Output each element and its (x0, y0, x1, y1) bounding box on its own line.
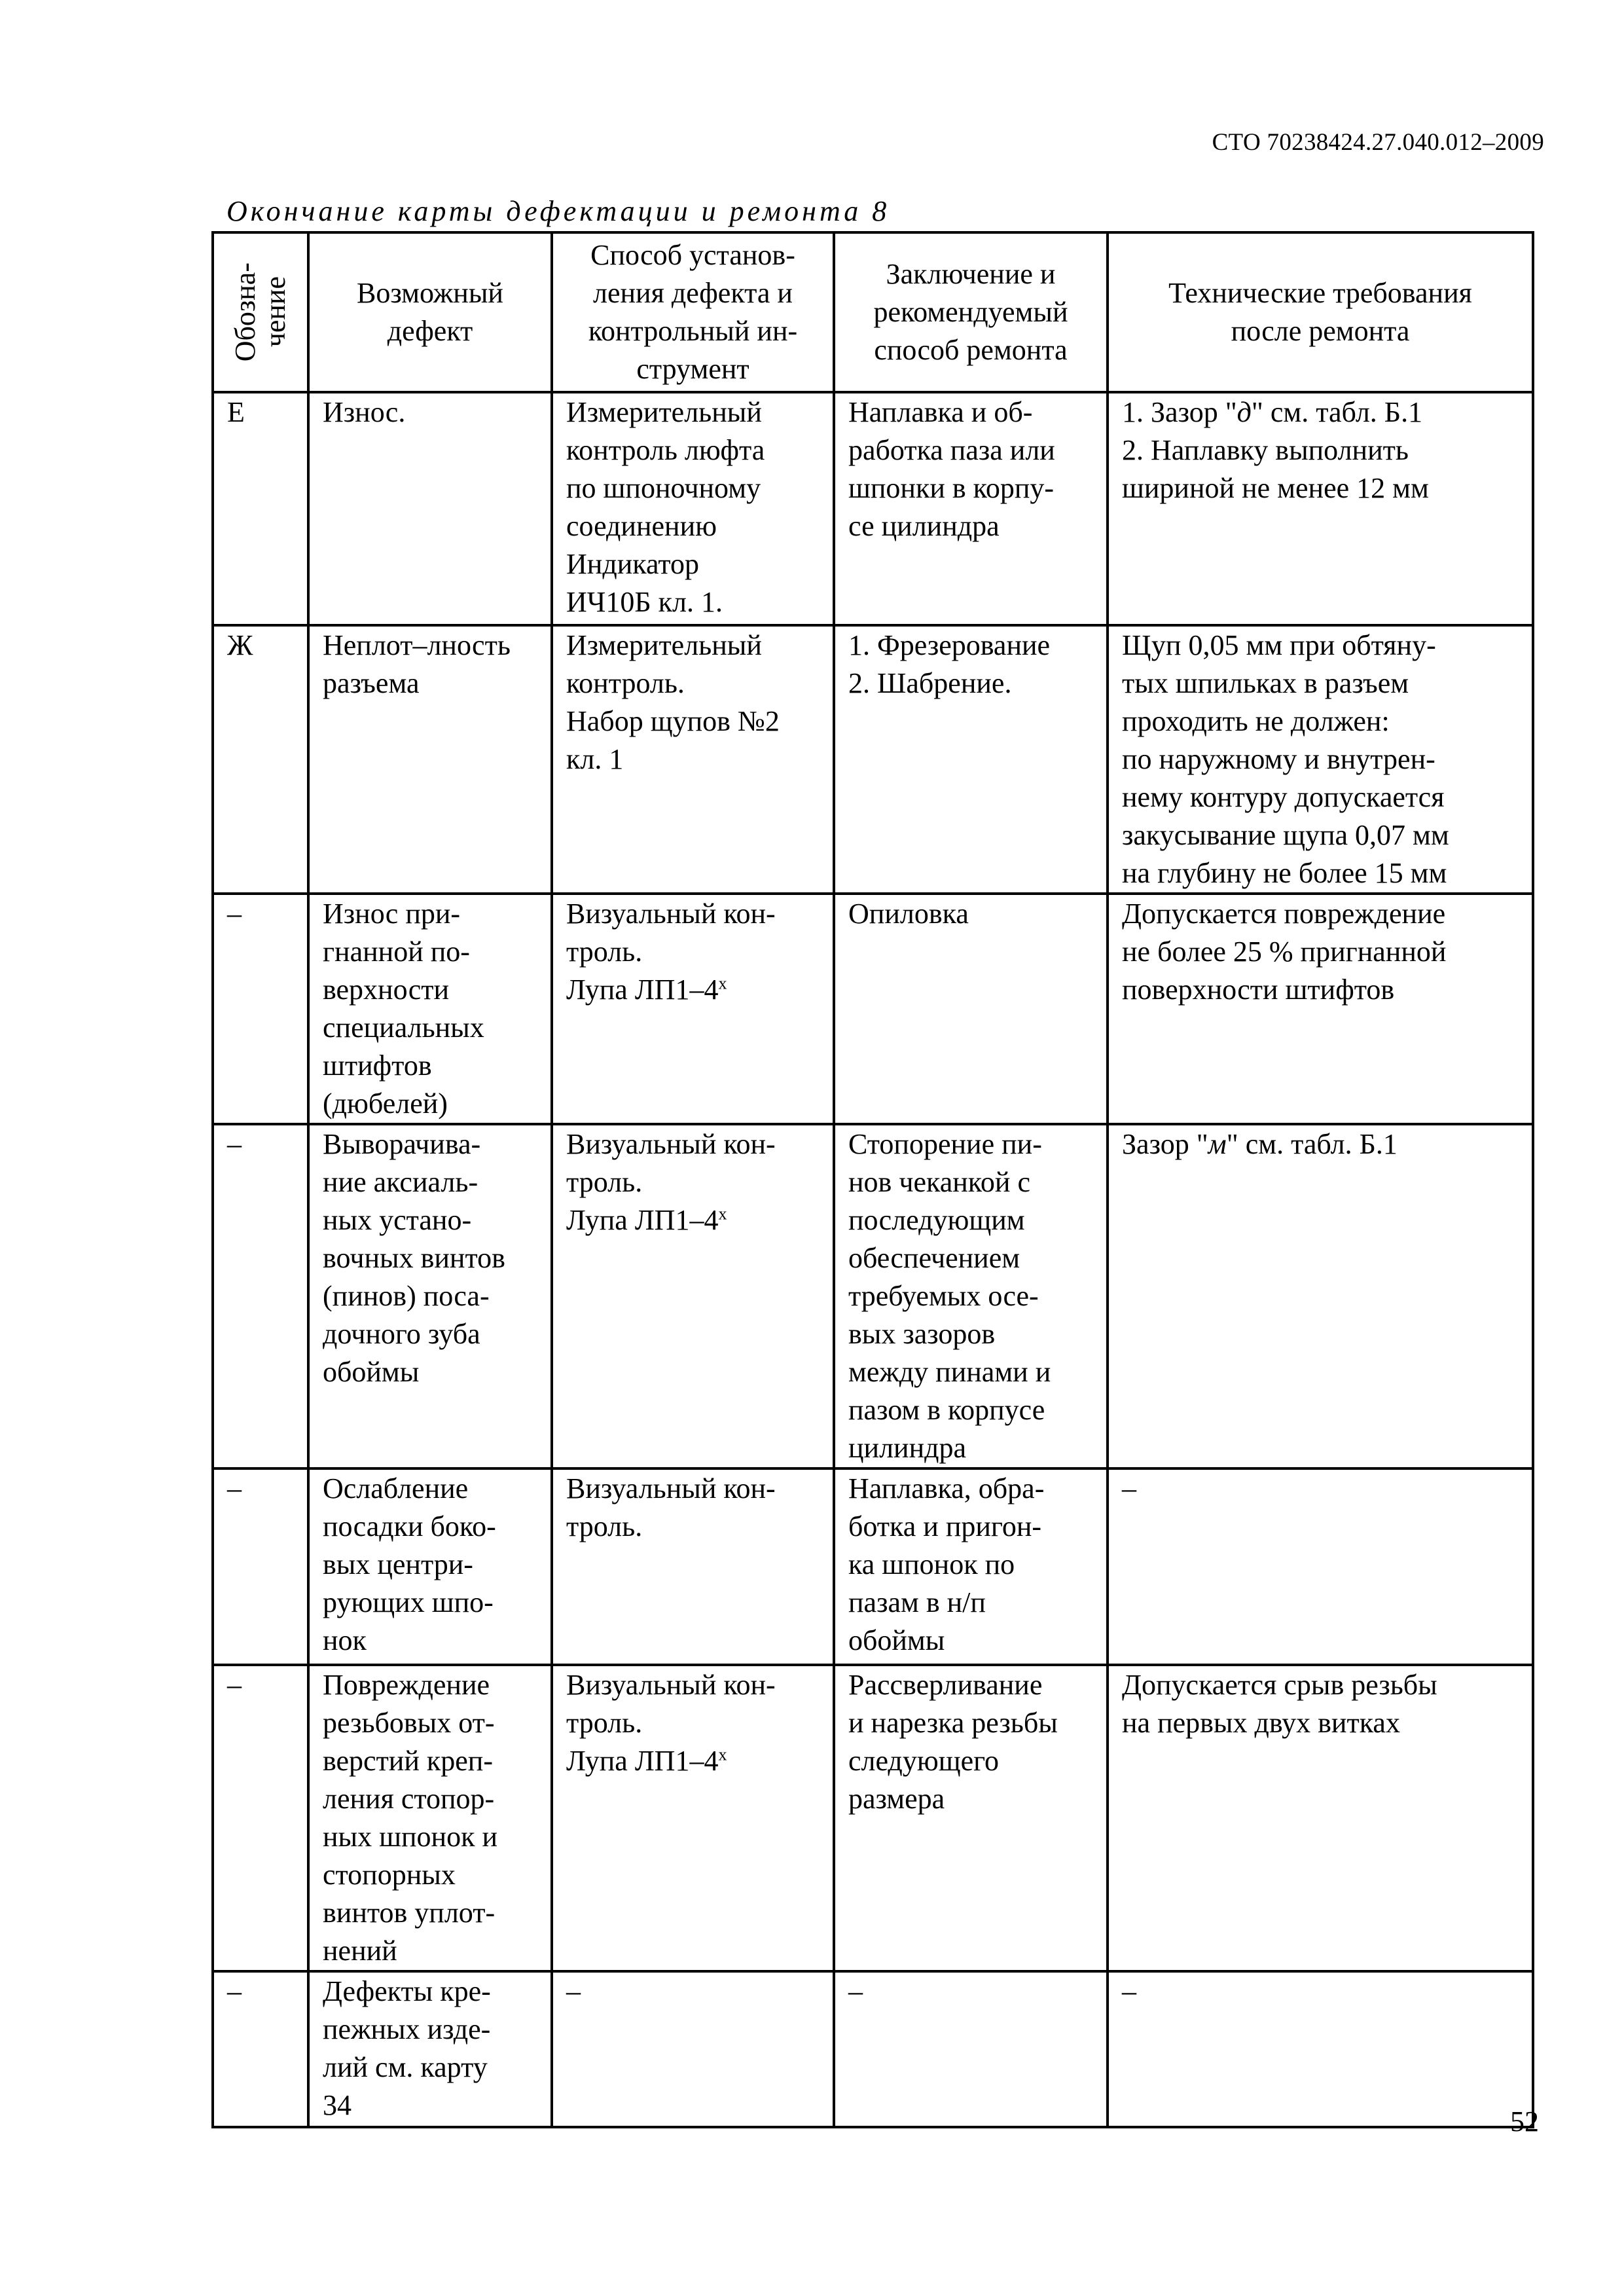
page-number: 52 (1510, 2105, 1539, 2138)
cell-code: Е (213, 392, 308, 625)
table-row (213, 894, 1533, 1124)
cell-defect: Повреждение резьбовых от- верстий креп- ления стопор- ных шпонок и стопорных винтов уплот- нений (308, 1665, 552, 1971)
cell-requirements: Зазор "м" см. табл. Б.1 (1108, 1124, 1533, 1468)
cell-requirements: Допускается повреждение не более 25 % пригнанной поверхности штифтов (1108, 894, 1533, 1124)
column-header-designation: Обозна- чение (213, 232, 308, 392)
cell-repair: Стопорение пи- нов чеканкой с последующим обеспечением требуемых осе- вых зазоров между пинами и пазом в корпусе цилиндра (834, 1124, 1108, 1468)
cell-repair: Опиловка (834, 894, 1108, 1124)
cell-code: – (213, 894, 308, 1124)
cell-requirements: – (1108, 1468, 1533, 1665)
cell-method: Визуальный кон- троль. Лупа $ЛП1-4^х$ (552, 1665, 834, 1971)
column-header-requirements: Технические требования после ремонта (1108, 232, 1533, 392)
cell-method: Измерительный контроль. Набор щупов №2 кл. 1 (552, 625, 834, 894)
cell-code: – (213, 1971, 308, 2127)
cell-repair: Наплавка и об- работка паза или шпонки в корпу- се цилиндра (834, 392, 1108, 625)
cell-requirements: – (1108, 1971, 1533, 2127)
table-row (213, 392, 1533, 625)
cell-method: – (552, 1971, 834, 2127)
column-header-repair: Заключение и рекомендуемый способ ремонта (834, 232, 1108, 392)
cell-defect: Износ при- гнанной по- верхности специальных штифтов (дюбелей) (308, 894, 552, 1124)
cell-repair: – (834, 1971, 1108, 2127)
cell-defect: Неплот–лность разъема (308, 625, 552, 894)
cell-requirements: Щуп 0,05 мм при обтяну- тых шпильках в разъем проходить не должен: по наружному и внутрен- нему контуру допускается закусывание щупа 0,07 мм на глубину не более 15 мм (1108, 625, 1533, 894)
table-row (213, 1971, 1533, 2127)
cell-defect: Выворачива- ние аксиаль- ных устано- вочных винтов (пинов) поса- дочного зуба обоймы (308, 1124, 552, 1468)
table-caption: Окончание карты дефектации и ремонта 8 (226, 195, 890, 227)
cell-defect: Ослабление посадки боко- вых центри- рующих шпо- нок (308, 1468, 552, 1665)
cell-repair: Рассверливание и нарезка резьбы следующего размера (834, 1665, 1108, 1971)
cell-method: Визуальный кон- троль. Лупа $ЛП1-4^х$ (552, 894, 834, 1124)
cell-requirements: Допускается срыв резьбы на первых двух витках (1108, 1665, 1533, 1971)
cell-requirements: 1. Зазор "д" см. табл. Б.1 2. Наплавку выполнить шириной не менее 12 мм (1108, 392, 1533, 625)
cell-code: Ж (213, 625, 308, 894)
cell-repair: 1. Фрезерование 2. Шабрение. (834, 625, 1108, 894)
cell-method: Визуальный кон- троль. Лупа $ЛП1-4^х$ (552, 1124, 834, 1468)
table-row (213, 1665, 1533, 1971)
defect-repair-table (211, 231, 1534, 2128)
cell-method: Визуальный кон- троль. (552, 1468, 834, 1665)
document-code: СТО 70238424.27.040.012–2009 (1212, 129, 1544, 156)
cell-code: – (213, 1124, 308, 1468)
table-row (213, 1468, 1533, 1665)
cell-code: – (213, 1665, 308, 1971)
table-row (213, 625, 1533, 894)
cell-method: Измерительный контроль люфта по шпоночному соединению Индикатор ИЧ10Б кл. 1. (552, 392, 834, 625)
cell-defect: Износ. (308, 392, 552, 625)
table-row (213, 1124, 1533, 1468)
column-header-method: Способ установ- ления дефекта и контрольный ин- струмент (552, 232, 834, 392)
table-header-row (213, 232, 1533, 392)
cell-code: – (213, 1468, 308, 1665)
cell-defect: Дефекты кре- пежных изде- лий см. карту 34 (308, 1971, 552, 2127)
column-header-defect: Возможный дефект (308, 232, 552, 392)
cell-repair: Наплавка, обра- ботка и пригон- ка шпонок по пазам в н/п обоймы (834, 1468, 1108, 1665)
